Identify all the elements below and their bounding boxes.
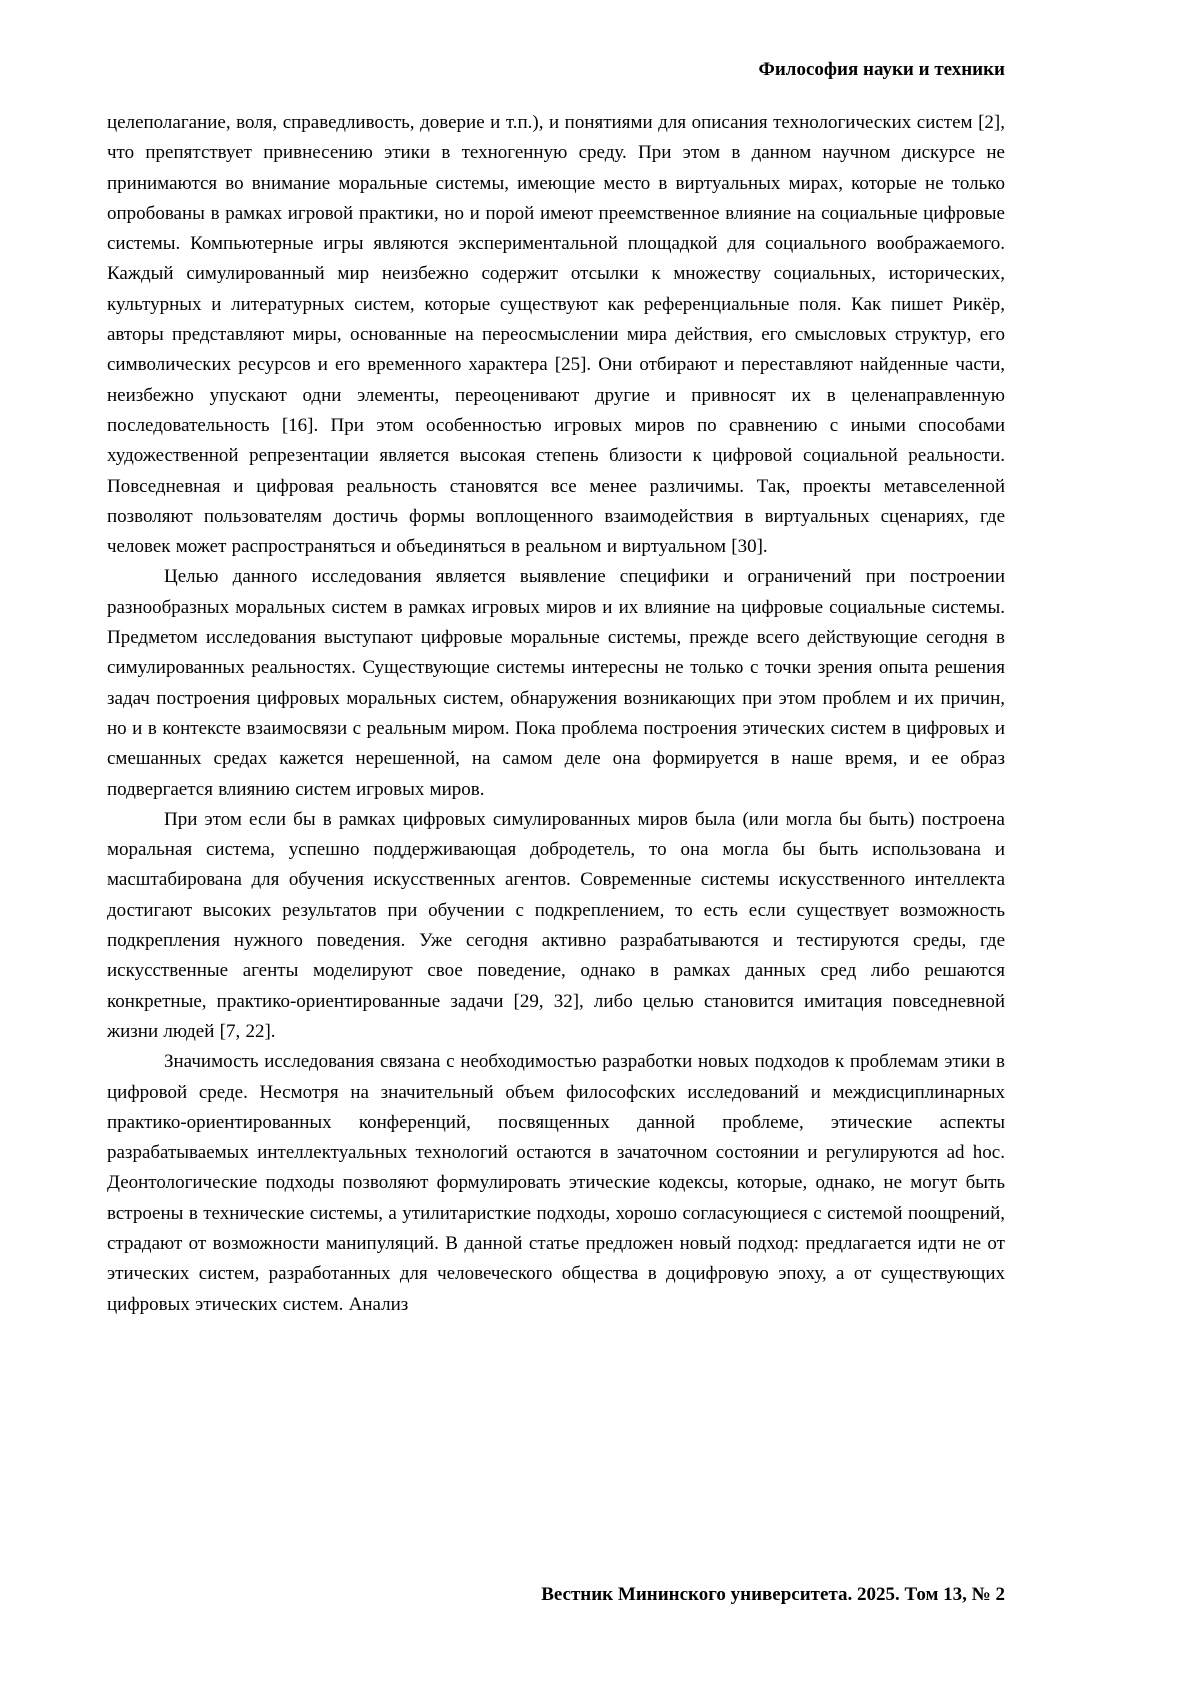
running-header-title: Философия науки и техники: [758, 59, 1005, 80]
paragraph: Целью данного исследования является выявление специфики и ограничений при построении разнообразных моральных систем в рамках игровых миров и их влияние на цифровые социальные системы. Предметом исследования выступают цифровые моральные системы, прежде всего действующие сегодня в симулированных реальностях. Существующие системы интересны не только с точки зрения опыта решения задач построения цифровых моральных систем, обнаружения возникающих при этом проблем и их причин, но и в контексте взаимосвязи с реальным миром. Пока проблема построения этических систем в цифровых и смешанных средах кажется нерешенной, на самом деле она формируется в наше время, и ее образ подвергается влиянию систем игровых миров.: [107, 566, 1005, 800]
paragraph: При этом если бы в рамках цифровых симулированных миров была (или могла бы быть) построена моральная система, успешно поддерживающая добродетель, то она могла бы быть использована и масштабирована для обучения искусственных агентов. Современные системы искусственного интеллекта достигают высоких результатов при обучении с подкреплением, то есть если существует возможность подкрепления нужного поведения. Уже сегодня активно разрабатываются и тестируются среды, где искусственные агенты моделируют свое поведение, однако в рамках данных сред либо решаются конкретные, практико-ориентированные задачи [29, 32], либо целью становится имитация повседневной жизни людей [7, 22].: [107, 808, 1005, 1042]
article-body: [107, 108, 1005, 1320]
running-header: [107, 58, 1005, 82]
paragraph: целеполагание, воля, справедливость, доверие и т.п.), и понятиями для описания технологических систем [2], что препятствует привнесению этики в техногенную среду. При этом в данном научном дискурсе не принимаются во внимание моральные системы, имеющие место в виртуальных мирах, которые не только опробованы в рамках игровой практики, но и порой имеют преемственное влияние на социальные цифровые системы. Компьютерные игры являются экспериментальной площадкой для социального воображаемого. Каждый симулированный мир неизбежно содержит отсылки к множеству социальных, исторических, культурных и литературных систем, которые существуют как референциальные поля. Как пишет Рикёр, авторы представляют миры, основанные на переосмыслении мира действия, его смысловых структур, его символических ресурсов и его временного характера [25]. Они отбирают и переставляют найденные части, неизбежно упускают одни элементы, переоценивают другие и привносят их в целенаправленную последовательность [16]. При этом особенностью игровых миров по сравнению с иными способами художественной репрезентации является высокая степень близости к цифровой социальной реальности. Повседневная и цифровая реальность становятся все менее различимы. Так, проекты метавселенной позволяют пользователям достичь формы воплощенного взаимодействия в виртуальных сценариях, где человек может распространяться и объединяться в реальном и виртуальном [30].: [107, 112, 1005, 558]
footer-journal-line: Вестник Мининского университета. 2025. Том 13, № 2: [541, 1584, 1005, 1605]
paragraph: Значимость исследования связана с необходимостью разработки новых подходов к проблемам этики в цифровой среде. Несмотря на значительный объем философских исследований и междисциплинарных практико-ориентированных конференций, посвященных данной проблеме, этические аспекты разрабатываемых интеллектуальных технологий остаются в зачаточном состоянии и регулируются ad hoc. Деонтологические подходы позволяют формулировать этические кодексы, которые, однако, не могут быть встроены в технические системы, а утилитаристкие подходы, хорошо согласующиеся с системой поощрений, страдают от возможности манипуляций. В данной статье предложен новый подход: предлагается идти не от этических систем, разработанных для человеческого общества в доцифровую эпоху, а от существующих цифровых этических систем. Анализ: [107, 1051, 1005, 1315]
page-footer: [107, 1583, 1005, 1607]
